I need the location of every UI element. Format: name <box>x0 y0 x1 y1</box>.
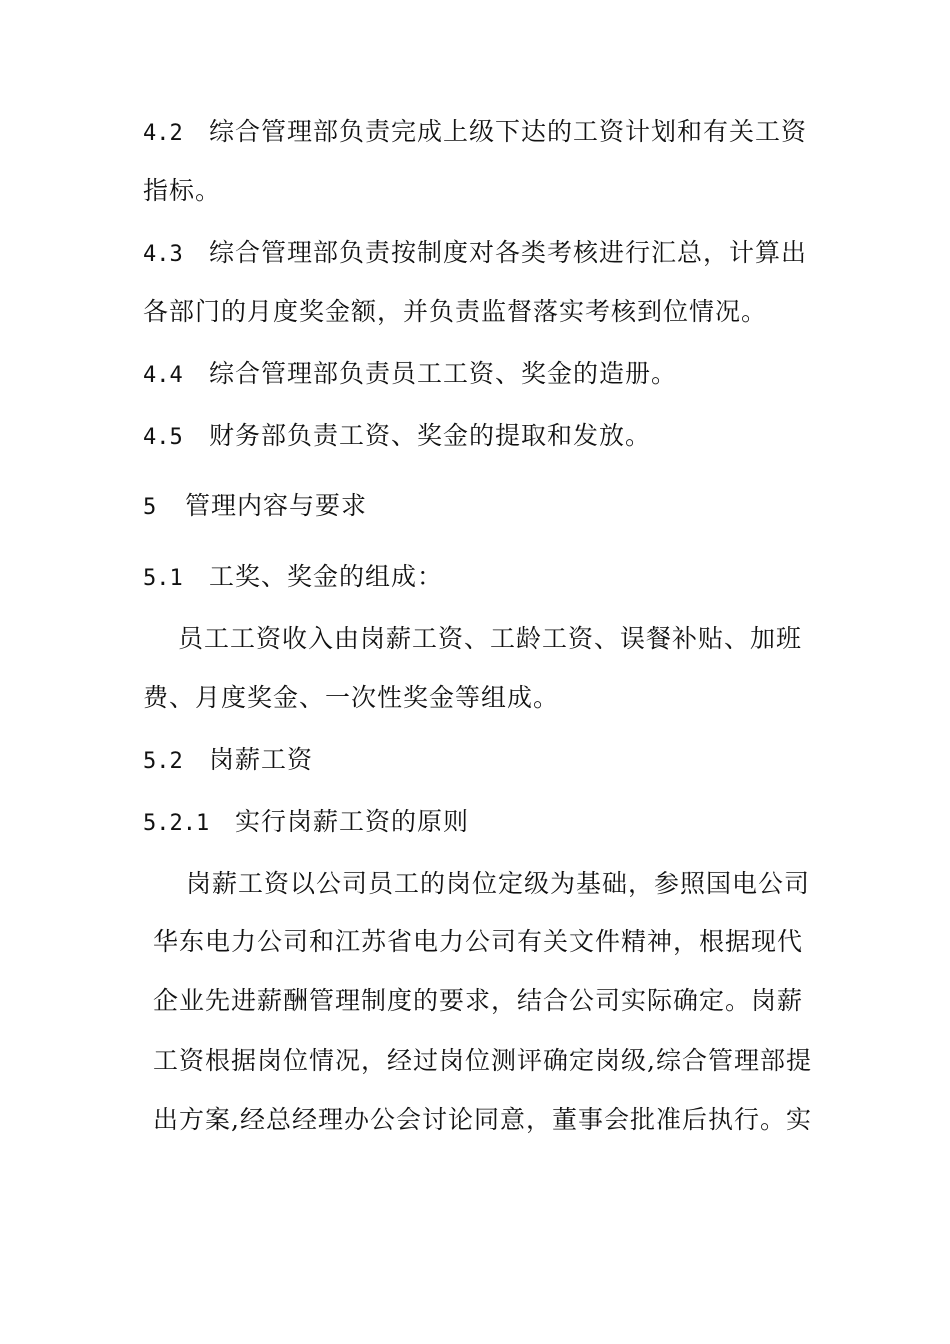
section-number: 5.1 <box>143 566 183 591</box>
paragraph-text: 企业先进薪酬管理制度的要求，结合公司实际确定。岗薪 <box>153 986 804 1015</box>
paragraph-5-2-1-body <box>186 868 810 900</box>
section-number: 4.3 <box>143 242 183 267</box>
section-heading-5-2 <box>143 744 313 778</box>
section-title: 工奖、奖金的组成： <box>209 562 444 591</box>
section-heading-5 <box>143 490 367 524</box>
paragraph-4-2 <box>143 116 807 150</box>
section-number: 5.2 <box>143 749 183 774</box>
paragraph-text: 综合管理部负责完成上级下达的工资计划和有关工资 <box>209 117 808 146</box>
paragraph-text: 岗薪工资以公司员工的岗位定级为基础，参照国电公司 <box>186 869 811 898</box>
paragraph-5-2-1-line-4 <box>153 1045 812 1077</box>
section-title: 管理内容与要求 <box>185 491 368 520</box>
section-number: 5.2.1 <box>143 811 210 836</box>
paragraph-4-3 <box>143 237 807 271</box>
paragraph-text: 出方案,经总经理办公会讨论同意，董事会批准后执行。实 <box>153 1105 812 1134</box>
paragraph-5-1-body-continued <box>143 682 559 714</box>
paragraph-text: 财务部负责工资、奖金的提取和发放。 <box>209 421 652 450</box>
paragraph-text: 华东电力公司和江苏省电力公司有关文件精神，根据现代 <box>153 927 804 956</box>
paragraph-4-3-continued <box>143 296 767 328</box>
paragraph-4-4 <box>143 358 677 392</box>
section-heading-5-2-1 <box>143 806 469 840</box>
section-heading-5-1 <box>143 561 443 595</box>
section-title: 实行岗薪工资的原则 <box>235 807 470 836</box>
paragraph-5-1-body <box>178 623 802 655</box>
paragraph-text: 工资根据岗位情况，经过岗位测评确定岗级,综合管理部提 <box>153 1046 812 1075</box>
paragraph-5-2-1-line-5 <box>153 1104 812 1136</box>
section-number: 4.4 <box>143 363 183 388</box>
section-number: 4.5 <box>143 425 183 450</box>
paragraph-text: 费、月度奖金、一次性奖金等组成。 <box>143 683 560 712</box>
section-title: 岗薪工资 <box>209 745 314 774</box>
paragraph-4-2-continued <box>143 175 221 207</box>
paragraph-text: 综合管理部负责按制度对各类考核进行汇总，计算出 <box>209 238 808 267</box>
paragraph-text: 指标。 <box>143 176 222 205</box>
paragraph-text: 员工工资收入由岗薪工资、工龄工资、误餐补贴、加班 <box>178 624 803 653</box>
section-number: 5 <box>143 495 157 520</box>
section-number: 4.2 <box>143 121 183 146</box>
paragraph-text: 各部门的月度奖金额，并负责监督落实考核到位情况。 <box>143 297 768 326</box>
paragraph-text: 综合管理部负责员工工资、奖金的造册。 <box>209 359 678 388</box>
paragraph-4-5 <box>143 420 651 454</box>
paragraph-5-2-1-line-2 <box>153 926 803 958</box>
paragraph-5-2-1-line-3 <box>153 985 803 1017</box>
